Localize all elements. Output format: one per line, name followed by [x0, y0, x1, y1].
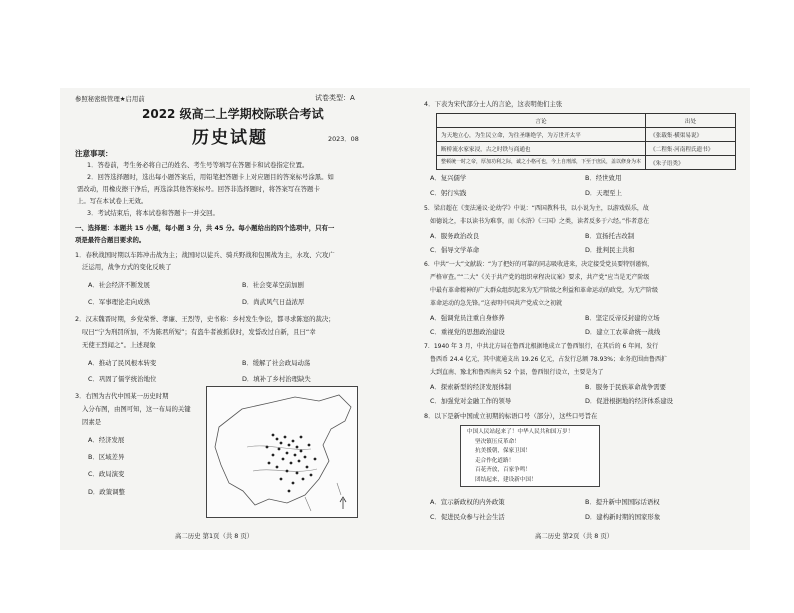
question-6-stem: 革命运动的急先锋。”这表明中国共产党成立之初就	[430, 300, 563, 307]
question-6-stem: 中最有革命精神的广大群众组织起来为无产阶级之利益和革命运动的政党，为无产阶级	[430, 287, 659, 294]
option: C．政局演变	[88, 470, 125, 478]
option: C．倡导文学革命	[430, 246, 480, 254]
slogan: 团结起来，建设新中国！	[475, 476, 537, 483]
confidential-label: 参照秘密级管理★启用前	[75, 95, 145, 103]
question-2-stem: 2．汉末魏晋时期，乡党荣誉、孝廉、王烈等，史书称：乡村发生争讼，都寻求陈寔的裁决；	[75, 315, 335, 323]
question-7-stem: 7．1940 年 3 月，中共北方局在鲁西北根据地成立了鲁西银行，在其后的 6 年间，发行	[424, 343, 659, 350]
option: A．宣示新政权的内外政策	[430, 498, 505, 506]
exam-date: 2023．08	[328, 135, 359, 143]
option: C．加强党对金融工作的领导	[430, 397, 512, 405]
option: A．探索新型的经济发展体制	[430, 383, 512, 391]
option: B．社会变革空前加剧	[242, 281, 304, 289]
notes-item: 2．回答选择题时，选出每小题答案后，用铅笔把答题卡上对应题目的答案标号涂黑。如	[87, 173, 334, 181]
option: D．填补了乡村治理缺失	[242, 375, 311, 383]
notes-item: 需改动，用橡皮擦干净后，再选涂其他答案标号。回答非选择题时，将答案写在答题卡	[77, 185, 320, 193]
question-5-stem: 如德说之，非以读书为难事，而《水浒》《三国》之类，读者反多于六经。”作者意在	[430, 218, 650, 225]
question-6-stem: 6．中共“一大”文献载：“为了把好的可靠的同志吸收进来，决定接受党员要特别谨慎，	[424, 261, 654, 268]
option: A．推动了民风根本转变	[88, 359, 157, 367]
question-7-stem: 大到直南、豫北和鲁西南共 52 个县，鲁西银行设立，主要是为了	[430, 369, 604, 376]
footer-left: 高二历史 第1页（共 8 页）	[175, 532, 254, 540]
question-1-stem: 1．春秋战国时期以车阵冲击战为主；战国时以徒兵、骑兵野战和包围战为主，水攻、穴攻广	[75, 251, 335, 259]
option: D．促进根据地的经济体系建设	[585, 397, 673, 405]
table-cell: 断桥流水家家浸，古之时铁与商通也	[437, 142, 646, 156]
question-2-stem: 叹曰“宁为刑罚所加，不为陈君所短”；有盗牛者被抓获时，发誓改过自新，且曰“幸	[82, 328, 316, 336]
question-7-stem: 鲁西币 24.4 亿元，其中流通支出 19.26 亿元，占发行总额 78.93%；业务范围由鲁西扩	[430, 356, 667, 363]
table-cell: 整顿统一时之帝，厚加功利之际，诚之小格可也，今上自刑部，下至于庶民，盖以修身为本	[437, 156, 646, 170]
notes-item: 1．答卷前，考生务必将自己的姓名、考生号等填写在答题卡和试卷指定位置。	[87, 161, 309, 169]
option: C．军事理论走向成熟	[88, 298, 150, 306]
option: A．复兴儒学	[430, 174, 467, 182]
exam-name: 2022 级高二上学期校际联合考试	[142, 107, 324, 121]
question-1-stem: 泛运用，战争方式的变化反映了	[82, 263, 172, 271]
option: B．缓解了社会政局动荡	[242, 359, 311, 367]
option: B．宣扬托古改制	[585, 232, 635, 240]
china-map-graphic	[207, 387, 357, 517]
option: D．建立工农革命统一战线	[585, 328, 661, 336]
notes-item: 3．考试结束后，将本试卷和答题卡一并交回。	[87, 209, 219, 217]
notes-item: 上。写在本试卷上无效。	[77, 197, 148, 205]
option: A．强调党员注重自身修养	[430, 314, 505, 322]
quote-table	[436, 113, 736, 170]
option: B．坚定反帝反封建的立场	[585, 314, 660, 322]
option: A．服务政治改良	[430, 232, 480, 240]
slogan: 中国人民站起来了！中华人民共和国万岁！	[467, 429, 574, 435]
question-2-stem: 无使王烈闻之”。上述现象	[82, 341, 156, 349]
slogan: 抗美援朝，保家卫国！	[475, 448, 531, 454]
option: B．经世致用	[585, 174, 622, 182]
option: B．提升新中国国际话语权	[585, 498, 660, 506]
question-5-stem: 5．梁启超在《变法通议·论幼学》中说：“西国教科书，以小说为主，以游戏娱乐，故	[424, 205, 649, 212]
footer-right: 高二历史 第2页（共 8 页）	[535, 532, 614, 540]
question-3-stem: 入分布图，由图可知，这一布局的关键	[82, 405, 191, 413]
question-6-stem: 严格审查。”“二大”《关于共产党的组织章程决议案》要求，共产党“应当是无产阶级	[430, 274, 650, 281]
historical-map	[206, 386, 358, 518]
option: C．躬行实践	[430, 189, 467, 197]
option: B．区域差异	[88, 453, 125, 461]
option: C．重视党的思想政治建设	[430, 328, 505, 336]
question-8-stem: 8．以下是新中国成立初期的标语口号（部分），这些口号旨在	[424, 412, 598, 420]
exam-paper	[60, 88, 750, 550]
question-4-stem: 4．下表为宋代部分士人的言论，这表明他们主张	[424, 100, 563, 108]
option: A．社会经济不断发展	[88, 281, 150, 289]
question-3-stem: 3．右图为古代中国某一历史时期	[75, 392, 169, 400]
section-heading: 项是最符合题目要求的。	[75, 236, 146, 244]
option: B．服务于民族革命战争需要	[585, 383, 667, 391]
table-cell: 《二程集·河南程氏遗书》	[646, 142, 736, 156]
option: D．天理至上	[585, 189, 622, 197]
option: C．巩固了儒学统治地位	[88, 375, 157, 383]
option: A．经济发展	[88, 436, 125, 444]
table-cell: 《朱子语类》	[646, 156, 736, 170]
subject-title: 历史试题	[192, 128, 268, 148]
table-cell: 为天地立心，为生民立命，为往圣继绝学，为万世开太平	[437, 128, 646, 142]
slogan: 走合作化道路！	[475, 457, 515, 464]
option: D．尚武风气日益浓厚	[242, 298, 305, 306]
option: D．批判民主共和	[585, 246, 635, 254]
option: D．政策调整	[88, 488, 125, 496]
slogan-box	[460, 425, 600, 487]
slogan: 坚决镇压反革命！	[475, 438, 520, 445]
table-header: 出处	[646, 114, 736, 128]
notes-title: 注意事项：	[75, 149, 113, 158]
slogan: 百花齐放，百家争鸣！	[475, 467, 531, 473]
option: D．建构新时期的国家形象	[585, 513, 661, 521]
question-3-stem: 因素是	[82, 418, 102, 426]
table-cell: 《张载集·横渠易说》	[646, 128, 736, 142]
table-header: 言论	[437, 114, 646, 128]
option: C．促进民众参与社会生活	[430, 513, 505, 521]
paper-type: 试卷类型：A	[315, 94, 355, 102]
section-heading: 一、选择题：本题共 15 小题，每小题 3 分，共 45 分。每小题给出的四个选项中，只有一	[75, 224, 335, 232]
